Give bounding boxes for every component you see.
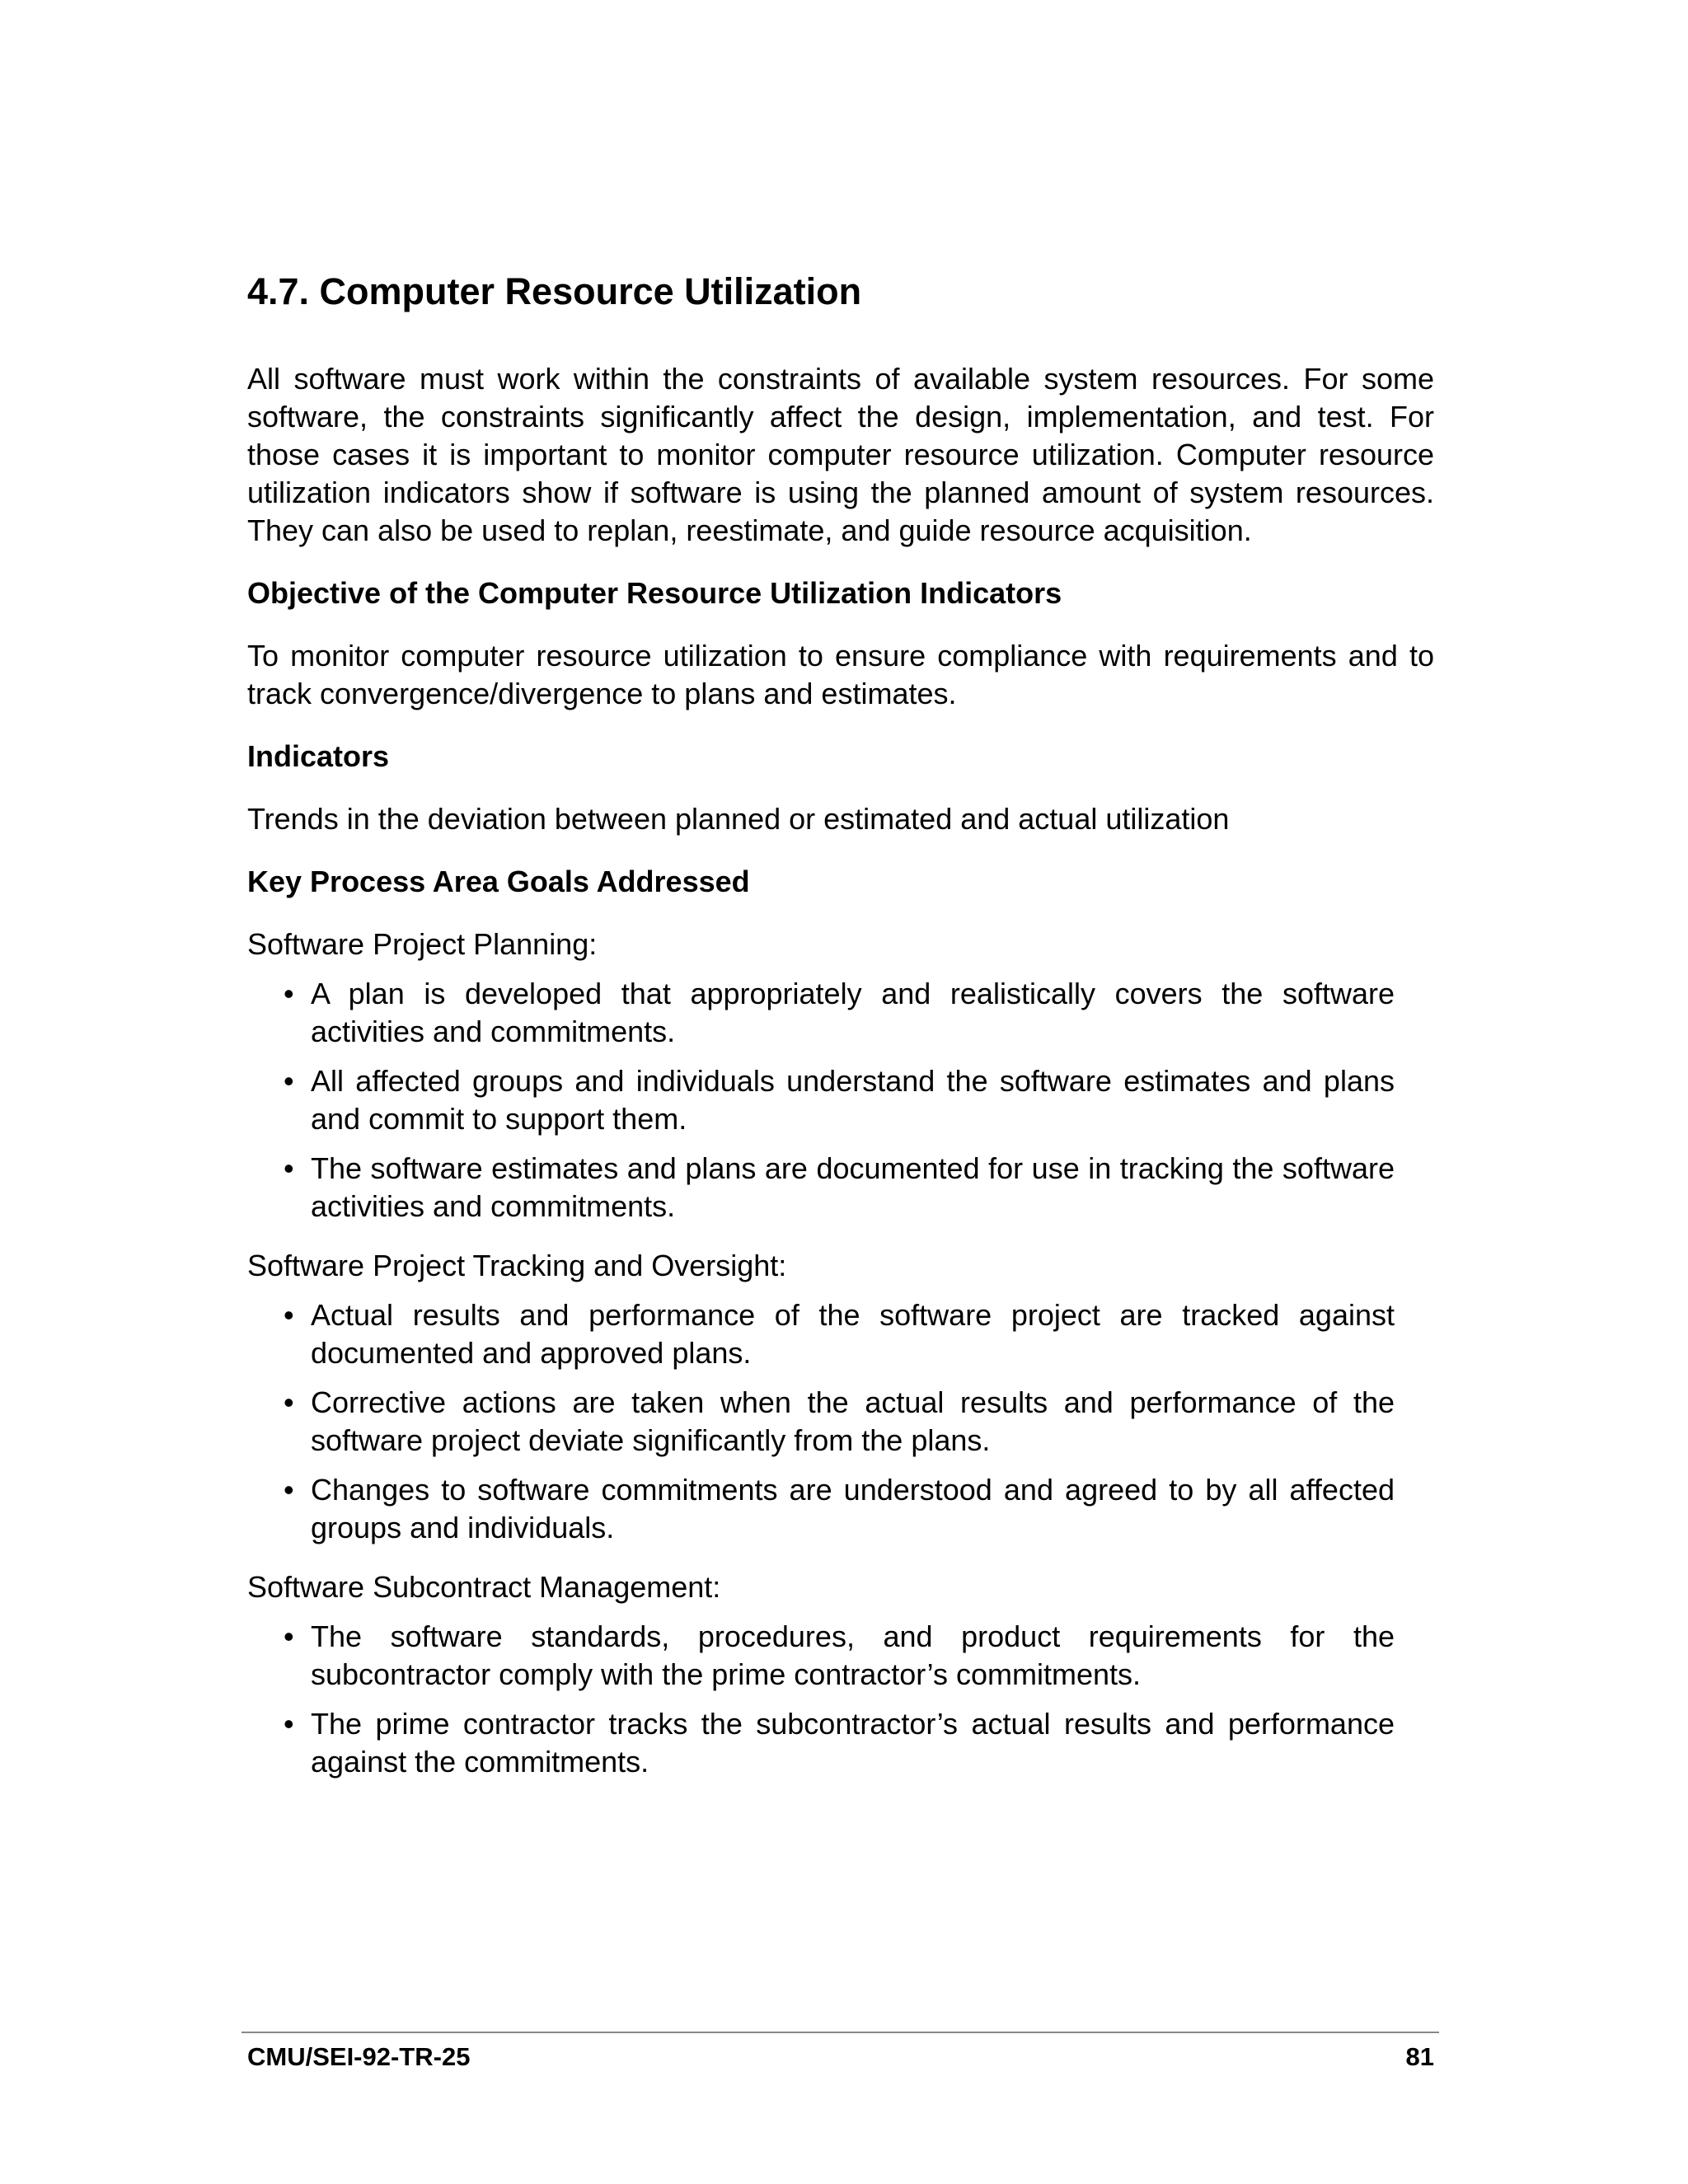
- section-title: 4.7. Computer Resource Utilization: [247, 270, 862, 312]
- bullet-marker: •: [284, 1385, 294, 1419]
- kpa-goal-item: [284, 1705, 1395, 1781]
- kpa-goal-item: [284, 1062, 1395, 1138]
- kpa-goal-list-planning: [247, 975, 1434, 1226]
- objective-paragraph: To monitor computer resource utilization to ensure compliance with requirements and to track convergence/divergence to plans and estimates.: [247, 639, 1434, 710]
- kpa-group-label-tracking: Software Project Tracking and Oversight:: [247, 1249, 787, 1282]
- kpa-goal-text: A plan is developed that appropriately and realistically covers the software activities and commitments.: [311, 977, 1395, 1048]
- intro-paragraph: All software must work within the constraints of available system resources. For some software, the constraints significantly affect the design, implementation, and test. For those cases it is important to monitor computer resource utilization. Computer resource utilization indicators show if software is using the planned amount of system resources. They can also be used to replan, reestimate, and guide resource acquisition.: [247, 362, 1434, 547]
- kpa-goal-list-subcontract: [247, 1618, 1434, 1781]
- kpa-goal-text: Changes to software commitments are understood and agreed to by all affected groups and individuals.: [311, 1473, 1395, 1544]
- kpa-goal-item: [284, 1471, 1395, 1547]
- kpa-goal-list-tracking: [247, 1296, 1434, 1547]
- bullet-marker: •: [284, 1064, 294, 1098]
- kpa-goal-item: [284, 1384, 1395, 1460]
- kpa-goal-item: [284, 1618, 1395, 1694]
- bullet-marker: •: [284, 1151, 294, 1185]
- footer-divider: [241, 2032, 1439, 2033]
- bullet-marker: •: [284, 1619, 294, 1653]
- kpa-goal-item: [284, 975, 1395, 1051]
- indicators-paragraph: Trends in the deviation between planned or estimated and actual utilization: [247, 802, 1230, 836]
- page-content: [247, 269, 1434, 1802]
- kpa-heading: Key Process Area Goals Addressed: [247, 865, 750, 898]
- bullet-marker: •: [284, 1298, 294, 1332]
- indicators-heading: Indicators: [247, 739, 390, 773]
- kpa-goal-item: [284, 1150, 1395, 1226]
- footer-page-number: 81: [1405, 2042, 1434, 2071]
- bullet-marker: •: [284, 1473, 294, 1507]
- kpa-goal-text: Corrective actions are taken when the actual results and performance of the software project deviate significantly from the plans.: [311, 1385, 1395, 1457]
- kpa-goal-text: The prime contractor tracks the subcontractor’s actual results and performance against the commitments.: [311, 1707, 1395, 1779]
- bullet-marker: •: [284, 977, 294, 1010]
- objective-heading: Objective of the Computer Resource Utilization Indicators: [247, 576, 1062, 610]
- kpa-goal-text: All affected groups and individuals understand the software estimates and plans and commit to support them.: [311, 1064, 1395, 1136]
- kpa-group-label-planning: Software Project Planning:: [247, 927, 598, 961]
- kpa-goal-text: The software estimates and plans are documented for use in tracking the software activities and commitments.: [311, 1151, 1395, 1223]
- bullet-marker: •: [284, 1707, 294, 1741]
- footer-report-id: CMU/SEI-92-TR-25: [247, 2042, 471, 2071]
- kpa-goal-text: Actual results and performance of the software project are tracked against documented and approved plans.: [311, 1298, 1395, 1370]
- kpa-goal-text: The software standards, procedures, and product requirements for the subcontractor comply with the prime contractor’s commitments.: [311, 1619, 1395, 1691]
- kpa-goal-item: [284, 1296, 1395, 1372]
- kpa-group-label-subcontract: Software Subcontract Management:: [247, 1570, 721, 1604]
